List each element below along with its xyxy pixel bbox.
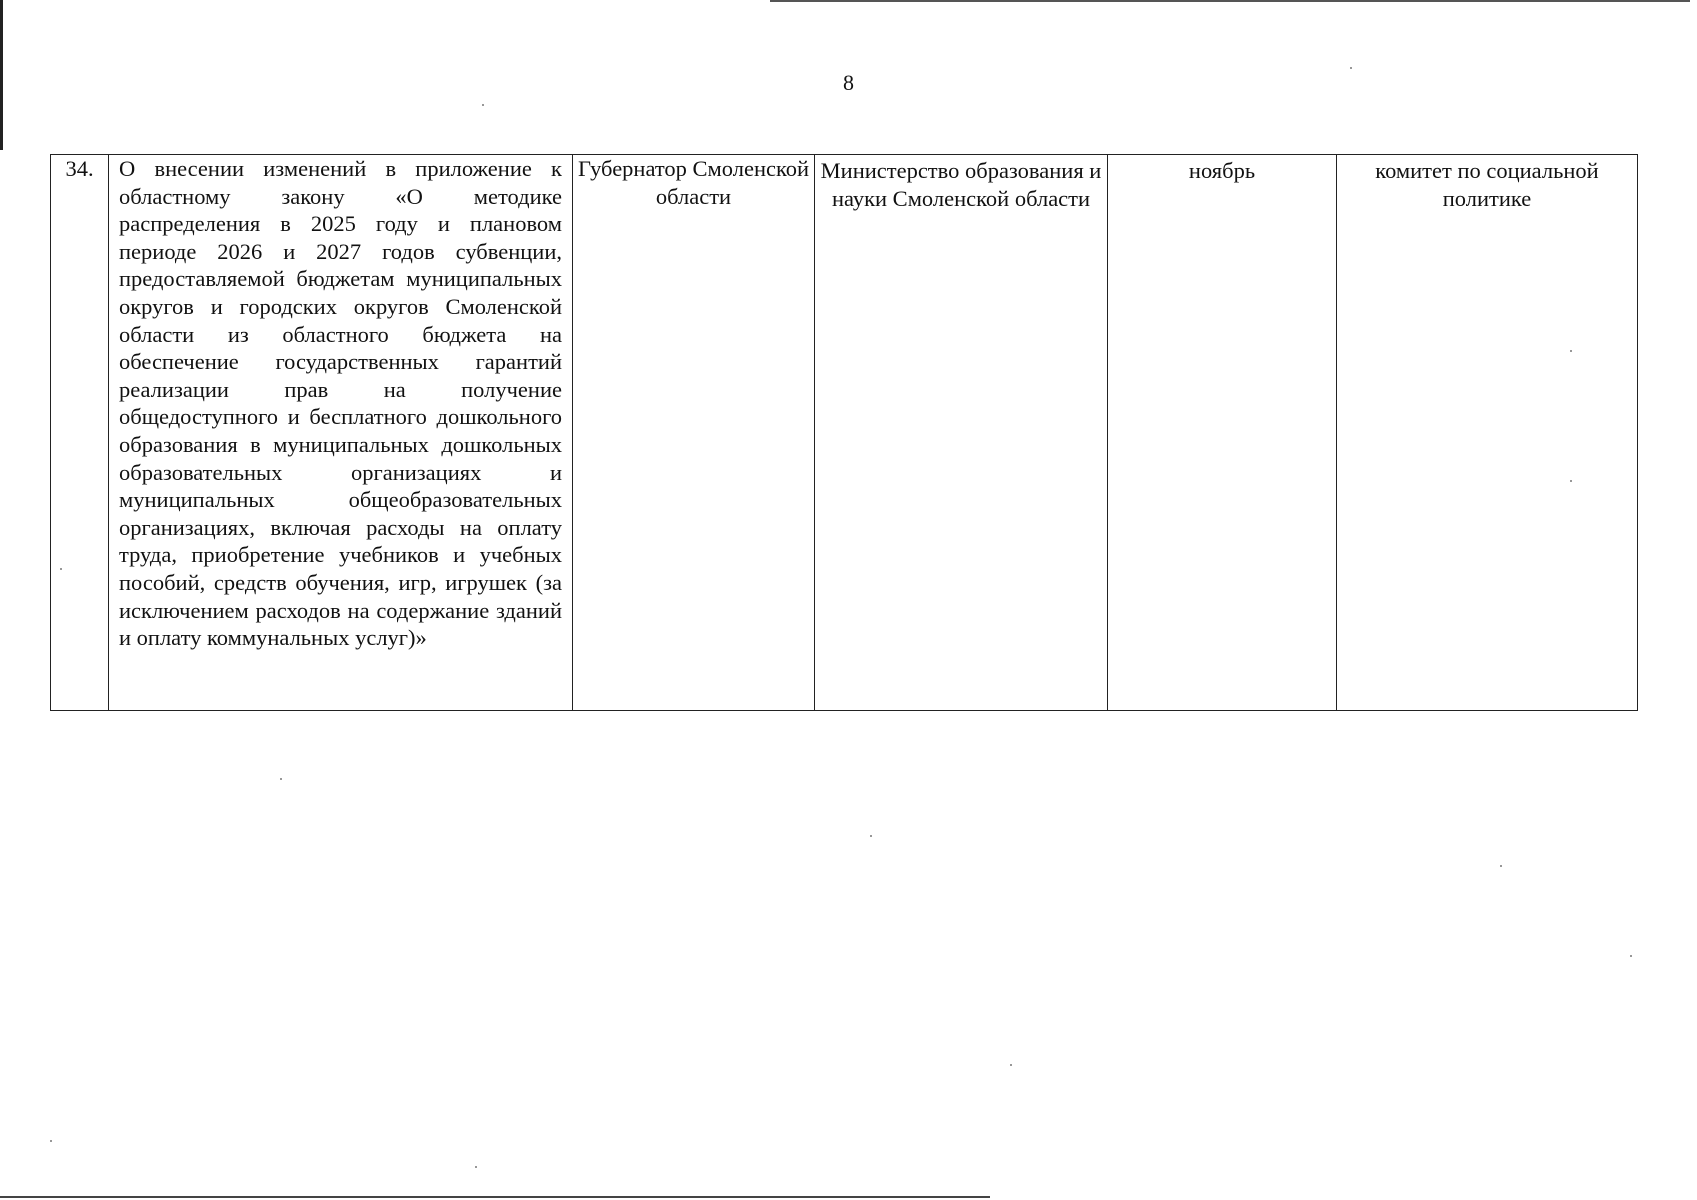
scan-speck	[1500, 865, 1502, 867]
page-number: 8	[843, 70, 854, 95]
responsible-cell	[815, 155, 1108, 711]
committee: комитет по социальной политике	[1375, 158, 1599, 211]
scan-speck	[1570, 350, 1572, 352]
scan-speck	[50, 1140, 52, 1142]
scan-speck	[1350, 67, 1352, 69]
table-row	[51, 155, 1638, 711]
scan-speck	[1010, 1064, 1012, 1066]
scan-speck	[870, 835, 872, 837]
scan-edge-top	[770, 0, 1690, 2]
responsible: Министерство образования и науки Смоленской области	[820, 158, 1102, 211]
scan-speck	[475, 1166, 477, 1168]
term-cell	[1108, 155, 1337, 711]
scan-speck	[1630, 955, 1632, 957]
scan-speck	[280, 778, 282, 780]
author-cell	[573, 155, 815, 711]
plan-table	[50, 154, 1638, 711]
row-number-cell	[51, 155, 109, 711]
scan-edge-bottom	[0, 1196, 990, 1198]
term: ноябрь	[1188, 158, 1256, 183]
row-number: 34.	[65, 156, 94, 181]
scan-speck	[482, 104, 484, 106]
committee-cell	[1337, 155, 1638, 711]
scan-speck	[1570, 480, 1572, 482]
bill-title: О внесении изменений в приложение к областному закону «О методике распределения в 2025 году и плановом периоде 2026 и 2027 годов субвенции, предоставляемой бюджетам муниципальных округов и городских округов Смоленской области из областного бюджета на обеспечение государственных гарантий реализации прав на получение общедоступного и бесплатного дошкольного образования в муниципальных дошкольных образовательных организациях и муниципальных общеобразовательных организациях, включая расходы на оплату труда, приобретение учебников и учебных пособий, средств обучения, игр, игрушек (за исключением расходов на содержание зданий и оплату коммунальных услуг)»	[119, 156, 562, 651]
author: Губернатор Смоленской области	[577, 156, 810, 209]
scan-speck	[60, 568, 62, 570]
bill-title-cell	[109, 155, 573, 711]
